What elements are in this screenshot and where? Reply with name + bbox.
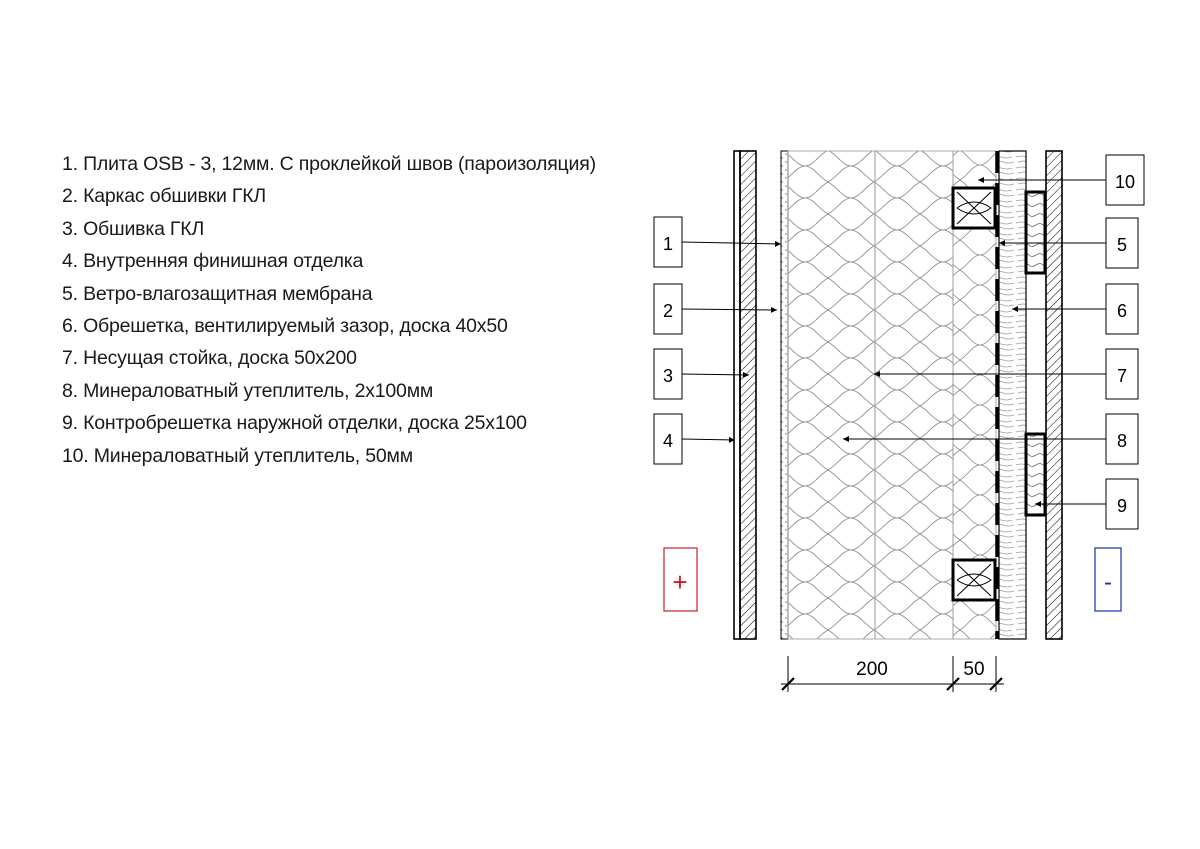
counter-battens bbox=[1026, 192, 1045, 515]
legend-item-2: 2. Каркас обшивки ГКЛ bbox=[62, 185, 266, 208]
callout-label-9: 9 bbox=[1116, 496, 1128, 516]
outer-finish-board bbox=[1046, 151, 1062, 639]
callout-box-1 bbox=[654, 217, 682, 267]
callout-box-6 bbox=[1106, 284, 1138, 334]
callout-label-5: 5 bbox=[1116, 235, 1128, 255]
callout-label-1: 1 bbox=[662, 234, 674, 254]
callout-box-7 bbox=[1106, 349, 1138, 399]
callout-box-5 bbox=[1106, 218, 1138, 268]
legend-item-3: 3. Обшивка ГКЛ bbox=[62, 217, 205, 240]
ventilated-gap bbox=[999, 151, 1026, 639]
dimension-label-200: 200 bbox=[856, 659, 888, 680]
leader-1 bbox=[682, 242, 781, 244]
callout-label-2: 2 bbox=[662, 301, 674, 321]
callout-box-8 bbox=[1106, 414, 1138, 464]
legend-item-9: 9. Контробрешетка наружной отделки, доска 25х100 bbox=[62, 412, 527, 435]
legend-item-8: 8. Минераловатный утеплитель, 2х100мм bbox=[62, 379, 434, 402]
callout-label-8: 8 bbox=[1116, 431, 1128, 451]
inside-symbol: + bbox=[672, 567, 688, 597]
callout-label-7: 7 bbox=[1116, 366, 1128, 386]
dimension-label-50: 50 bbox=[963, 659, 985, 680]
legend-item-1: 1. Плита OSB - 3, 12мм. С проклейкой швов (пароизоляция) bbox=[62, 153, 596, 175]
callout-box-10 bbox=[1106, 155, 1144, 205]
legend-item-6: 6. Обрешетка, вентилируемый зазор, доска 40х50 bbox=[62, 315, 508, 338]
legend-item-7: 7. Несущая стойка, доска 50х200 bbox=[62, 347, 357, 370]
outside-marker bbox=[1095, 548, 1121, 611]
inner-finish-panel bbox=[734, 151, 756, 639]
legend-item-4: 4. Внутренняя финишная отделка bbox=[62, 250, 364, 273]
inside-marker bbox=[664, 548, 697, 611]
callout-box-9 bbox=[1106, 479, 1138, 529]
callout-label-10: 10 bbox=[1114, 172, 1136, 192]
callout-box-2 bbox=[654, 284, 682, 334]
main-insulation-layer bbox=[788, 151, 953, 639]
callout-label-4: 4 bbox=[662, 431, 674, 451]
callout-label-3: 3 bbox=[662, 366, 674, 386]
callout-label-6: 6 bbox=[1116, 301, 1128, 321]
leader-2 bbox=[682, 309, 777, 310]
legend-item-10: 10. Минераловатный утеплитель, 50мм bbox=[62, 444, 413, 467]
outside-symbol: - bbox=[1104, 569, 1112, 596]
leader-4 bbox=[682, 439, 735, 440]
callout-box-4 bbox=[654, 414, 682, 464]
callout-box-3 bbox=[654, 349, 682, 399]
legend-item-5: 5. Ветро-влагозащитная мембрана bbox=[62, 282, 373, 305]
cladding-frame-layer bbox=[781, 151, 788, 639]
